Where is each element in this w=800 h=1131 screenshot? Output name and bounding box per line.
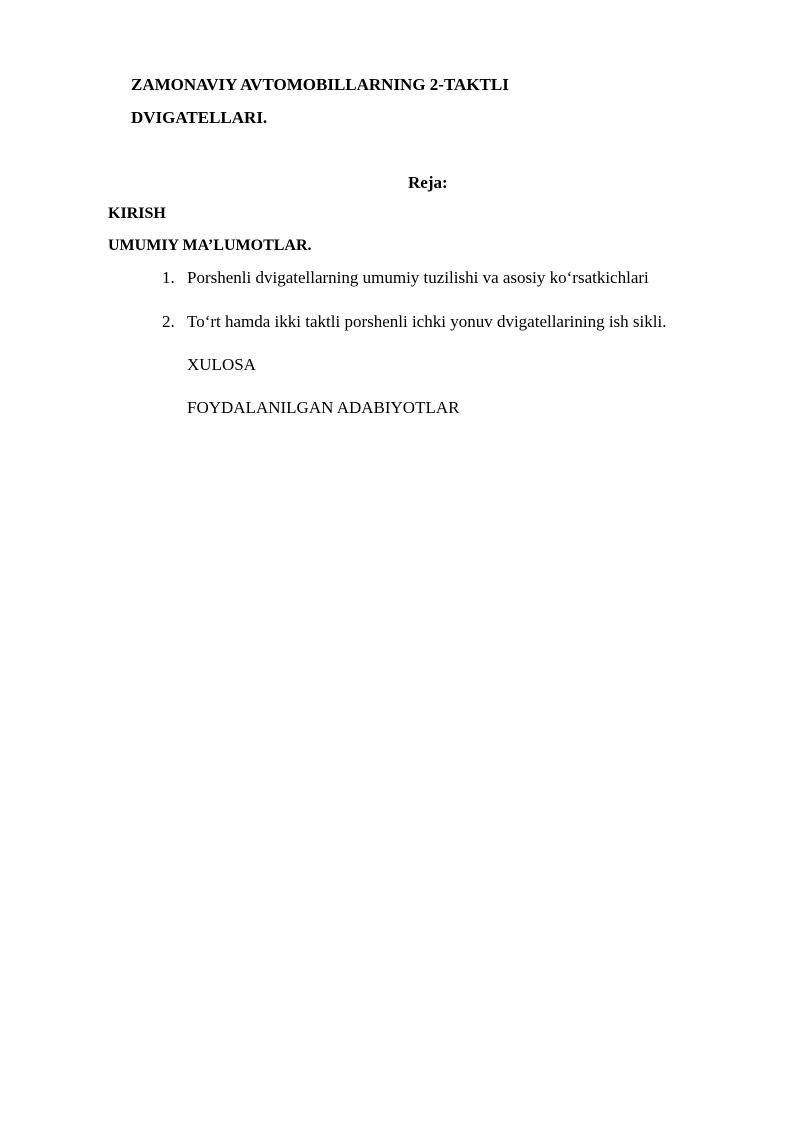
list-item-text: Porshenli dvigatellarning umumiy tuzilishi va asosiy ko‘rsatkichlari [187,268,649,287]
section-heading-umumiy: UMUMIY MA’LUMOTLAR. [108,237,312,254]
list-item [162,268,649,288]
list-item-text: To‘rt hamda ikki taktli porshenli ichki yonuv dvigatellarining ish sikli. [187,312,667,331]
list-item-number: 2. [162,312,175,331]
document-title-line-2: DVIGATELLARI. [131,108,268,127]
closing-item-xulosa: XULOSA [187,355,256,374]
document-title-line-1: ZAMONAVIY AVTOMOBILLARNING 2-TAKTLI [131,75,509,94]
section-heading-kirish: KIRISH [108,205,166,222]
list-item [162,312,666,332]
list-item-number: 1. [162,268,175,287]
plan-heading: Reja: [408,173,448,192]
closing-item-adabiyotlar: FOYDALANILGAN ADABIYOTLAR [187,398,460,417]
